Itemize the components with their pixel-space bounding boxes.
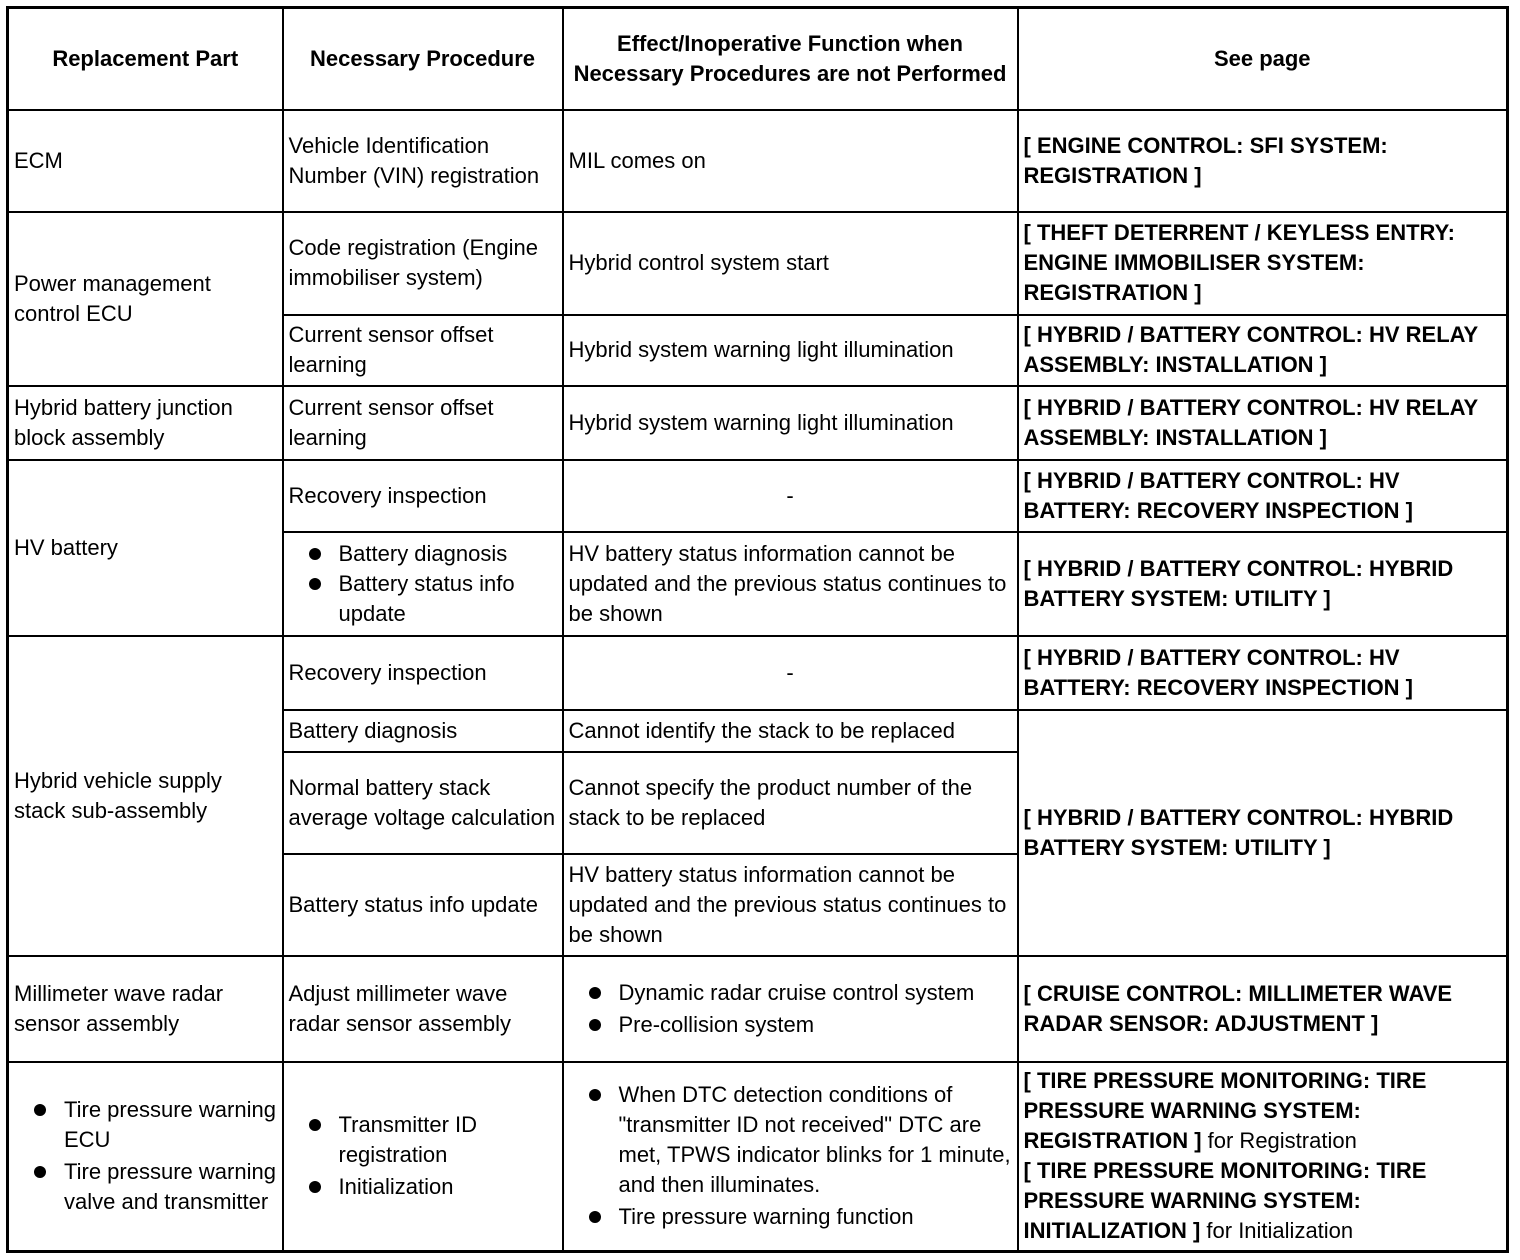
part-cell: ECM xyxy=(8,110,283,212)
bullet-item: Battery diagnosis xyxy=(339,539,557,569)
part-cell xyxy=(8,1062,283,1252)
procedure-cell: Normal battery stack average voltage calculation xyxy=(283,752,563,854)
see-page-link[interactable]: [ HYBRID / BATTERY CONTROL: HYBRID BATTERY SYSTEM: UTILITY ] xyxy=(1018,532,1508,636)
header-row xyxy=(8,8,1508,110)
see-page-cell xyxy=(1018,1062,1508,1252)
bullet-item: Dynamic radar cruise control system xyxy=(619,978,1012,1008)
see-page-suffix: for Initialization xyxy=(1200,1218,1354,1244)
part-cell: Hybrid vehicle supply stack sub-assembly xyxy=(8,636,283,956)
see-page-link[interactable]: [ HYBRID / BATTERY CONTROL: HV RELAY ASSEMBLY: INSTALLATION ] xyxy=(1018,386,1508,460)
effect-cell xyxy=(563,1062,1018,1252)
effect-cell: Hybrid system warning light illumination xyxy=(563,386,1018,460)
procedure-cell: Recovery inspection xyxy=(283,636,563,710)
bullet-item: Tire pressure warning ECU xyxy=(64,1095,277,1155)
replacement-procedure-table xyxy=(6,6,1509,1253)
table-row xyxy=(8,110,1508,212)
header-necessary-procedure: Necessary Procedure xyxy=(283,8,563,110)
procedure-cell: Battery diagnosis xyxy=(283,710,563,752)
procedure-cell: Vehicle Identification Number (VIN) registration xyxy=(283,110,563,212)
part-cell: HV battery xyxy=(8,460,283,636)
effect-cell: MIL comes on xyxy=(563,110,1018,212)
header-effect: Effect/Inoperative Function when Necessary Procedures are not Performed xyxy=(563,8,1018,110)
table-row xyxy=(8,460,1508,532)
table-row xyxy=(8,636,1508,710)
see-page-link[interactable]: [ HYBRID / BATTERY CONTROL: HV BATTERY: RECOVERY INSPECTION ] xyxy=(1018,460,1508,532)
procedure-cell: Current sensor offset learning xyxy=(283,386,563,460)
see-page-link[interactable]: [ CRUISE CONTROL: MILLIMETER WAVE RADAR SENSOR: ADJUSTMENT ] xyxy=(1018,956,1508,1062)
bullet-item: Tire pressure warning function xyxy=(619,1202,1012,1232)
procedure-cell: Adjust millimeter wave radar sensor assembly xyxy=(283,956,563,1062)
see-page-link[interactable]: [ HYBRID / BATTERY CONTROL: HV BATTERY: RECOVERY INSPECTION ] xyxy=(1018,636,1508,710)
effect-cell: HV battery status information cannot be updated and the previous status continues to be shown xyxy=(563,532,1018,636)
bullet-item: Battery status info update xyxy=(339,569,557,629)
header-replacement-part: Replacement Part xyxy=(8,8,283,110)
bullet-item: Tire pressure warning valve and transmitter xyxy=(64,1157,277,1217)
see-page-link[interactable]: [ ENGINE CONTROL: SFI SYSTEM: REGISTRATION ] xyxy=(1018,110,1508,212)
procedure-cell: Current sensor offset learning xyxy=(283,315,563,386)
procedure-cell xyxy=(283,1062,563,1252)
procedure-cell: Code registration (Engine immobiliser system) xyxy=(283,212,563,315)
table-row xyxy=(8,386,1508,460)
part-cell: Power management control ECU xyxy=(8,212,283,386)
procedure-cell: Battery status info update xyxy=(283,854,563,956)
table-row xyxy=(8,1062,1508,1252)
see-page-suffix: for Registration xyxy=(1201,1128,1357,1154)
bullet-item: Transmitter ID registration xyxy=(339,1110,557,1170)
effect-cell: HV battery status information cannot be updated and the previous status continues to be shown xyxy=(563,854,1018,956)
see-page-link[interactable]: [ HYBRID / BATTERY CONTROL: HYBRID BATTERY SYSTEM: UTILITY ] xyxy=(1018,710,1508,956)
header-see-page: See page xyxy=(1018,8,1508,110)
effect-cell: - xyxy=(563,636,1018,710)
bullet-item: Pre-collision system xyxy=(619,1010,1012,1040)
table-row xyxy=(8,212,1508,315)
procedure-cell xyxy=(283,532,563,636)
table-row xyxy=(8,956,1508,1062)
procedure-cell: Recovery inspection xyxy=(283,460,563,532)
see-page-link[interactable]: [ HYBRID / BATTERY CONTROL: HV RELAY ASSEMBLY: INSTALLATION ] xyxy=(1018,315,1508,386)
effect-cell xyxy=(563,956,1018,1062)
part-cell: Hybrid battery junction block assembly xyxy=(8,386,283,460)
effect-cell: Cannot specify the product number of the stack to be replaced xyxy=(563,752,1018,854)
see-page-link[interactable]: [ TIRE PRESSURE MONITORING: TIRE PRESSURE WARNING SYSTEM: INITIALIZATION ] xyxy=(1023,1158,1427,1244)
bullet-item: When DTC detection conditions of "transmitter ID not received" DTC are met, TPWS indicator blinks for 1 minute, and then illuminates. xyxy=(619,1080,1012,1200)
effect-cell: Hybrid control system start xyxy=(563,212,1018,315)
see-page-link[interactable]: [ TIRE PRESSURE MONITORING: TIRE PRESSURE WARNING SYSTEM: REGISTRATION ] xyxy=(1023,1068,1427,1154)
effect-cell: - xyxy=(563,460,1018,532)
bullet-item: Initialization xyxy=(339,1172,557,1202)
effect-cell: Cannot identify the stack to be replaced xyxy=(563,710,1018,752)
part-cell: Millimeter wave radar sensor assembly xyxy=(8,956,283,1062)
effect-cell: Hybrid system warning light illumination xyxy=(563,315,1018,386)
see-page-link[interactable]: [ THEFT DETERRENT / KEYLESS ENTRY: ENGINE IMMOBILISER SYSTEM: REGISTRATION ] xyxy=(1018,212,1508,315)
